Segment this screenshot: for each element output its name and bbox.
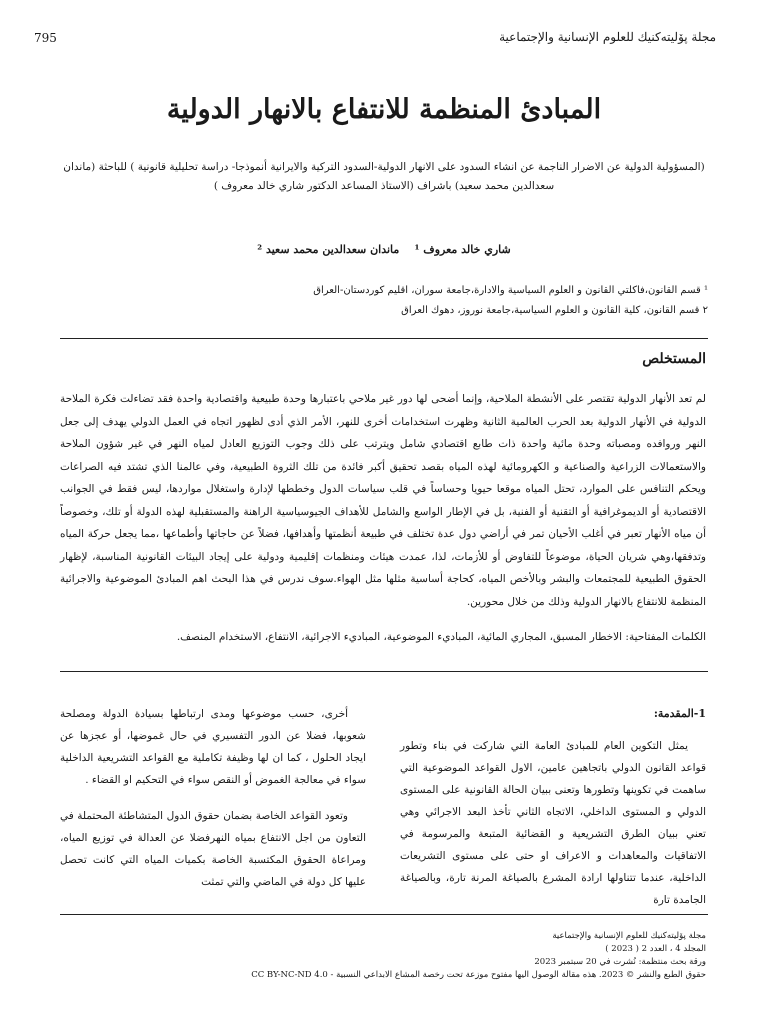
intro-paragraph: يمثل التكوين العام للمبادئ العامة التي شاركت في بناء وتطور قواعد القانون الدولي باتجاهين عامين، الاول القواعد الموضوعية التي ساهمت في تكوينها وتطورها وتعنى ببيان الحالة القانونية على المستوى الدولي و المستوى الداخلي، الاتجاه الثاني تأخذ البعد الاجرائي وهي تعني ببيان الطرق التشريعية و القضائية المتبعة والمرسومة في الاتفاقيات والمعاهدات و الاعراف او حتى على مستوى التشريعات الداخلية، عندما تتناولها ارادة المشرع بالصياغة المرنة تارة، وبالصياغة الجامدة تارة: [400, 740, 706, 906]
footer: [46, 930, 706, 982]
affiliations: [68, 281, 708, 321]
divider-top: [60, 338, 708, 339]
paper-subtitle: (المسؤولية الدولية عن الاضرار الناجمة عن انشاء السدود على الانهار الدولية-السدود التركية والايرانية أنموذجا- دراسة تحليلية قانونية ) للباحثة (ماندان سعدالدين محمد سعيد) باشراف (الاستاذ المساعد الدكتور شاري خالد معروف ): [63, 161, 705, 192]
abstract-heading: المستخلص: [642, 351, 706, 367]
divider-bottom: [60, 914, 708, 915]
intro-paragraph: أخرى، حسب موضوعها ومدى ارتباطها بسيادة الدولة ومصلحة شعوبها، فضلا عن الدور التفسيري في حال غموضها، أو عجزها عن ايجاد الحلول ، كما ان لها وظيفة تكاملية مع القواعد التشريعية الداخلية سواء في معالجة الغموض أو النقص سواء في التحكيم او القضاء .: [60, 708, 366, 786]
affiliation-2: ٢ قسم القانون، كلية القانون و العلوم السياسية،جامعة نوروز، دهوك العراق: [401, 305, 708, 316]
page-number: 795: [34, 31, 57, 45]
intro-column-right: [400, 703, 706, 925]
author-line: [0, 243, 768, 256]
footer-volume: المجلد 4 ، العدد 2 ( 2023 ): [605, 944, 706, 954]
abstract-text: لم تعد الأنهار الدولية تقتصر على الأنشطة الملاحية، وإنما أضحى لها دور غير ملاحي باعتبارها وحدة طبيعية واقتصادية واحدة فقد تضاءلت فكرة الملاحة الدولية في الأنهار الدولية بعد الحرب العالمية الثانية وظهرت استخدامات أخرى للنهر، الأمر الذي أدى لظهور اتجاه في العمل الدولي يهدف إلى جعل النهر وروافده ومصباته وحدة مائية واحدة ذات طابع اقتصادي شامل ويترتب على ذلك وجوب التوزيع العادل لمياه النهر في غير شؤون الملاحة والاستعمالات الزراعية والصناعية و الكهرومائية لهذه المياه بقصد تحقيق أكبر فائدة من تلك الثروة الطبيعية، وفي عالمنا الذي تشتد فيه الصراعات ويحكم التنافس على الموارد، تحتل المياه موقعا حيويا وحساساً في قلب سياسات الدول وخططها لإدارة واستغلال مواردها، ليس فقط في الجوانب الاقتصادية أو الديموغرافية أو التقنية أو الفنية، بل في الإطار الواسع والشامل للأهداف الجيوسياسية الراهنة والمستقبلية لهذه الدولة أو تلك، وخصوصاً أن مياه الأنهار تعبر في أغلب الأحيان تمر في أراضي دول عدة تختلف في طبيعة أنظمتها وأهدافها، فضلاً عن حاجاتها وأطماعها ،مما يجعل حركة المياه وتدفقها،وهي شريان الحياة، موضوعاً للتفاوض أو للأزمات، لذا، عمدت هيئات ومنظمات إقليمية ودولية على إيجاد البيئات القانونية المناسبة، لإظهار الحقوق الطبيعية للمجتمعات والبشر وبالأخص المياه، كحاجة أساسية مثلها مثل الهواء.سوف ندرس في هذا البحث اهم المبادئ الموضوعية والاجرائية المنظمة للانتفاع بالانهار الدولية وذلك من خلال محورين.: [60, 393, 706, 608]
author-1: شاري خالد معروف ¹: [414, 243, 511, 256]
intro-heading: 1-المقدمة:: [653, 707, 706, 720]
journal-header: مجلة پۆلیتەکنیك للعلوم الإنسانية والإجتماعية: [499, 30, 716, 44]
paper-title: المبادئ المنظمة للانتفاع بالانهار الدولية: [166, 94, 602, 125]
footer-published: ورقة بحث منتظمة: نُشرت في 20 سبتمبر 2023: [534, 957, 706, 967]
intro-column-left: [60, 703, 366, 907]
author-2: ماندان سعدالدين محمد سعيد ²: [257, 243, 400, 256]
intro-paragraph: وتعود القواعد الخاصة بضمان حقوق الدول المتشاطئة المحتملة في التعاون من اجل الانتفاع بمياه النهرفضلا عن العدالة في توزيع المياه، ومراعاة الحقوق المكتسبة الخاصة بكميات المياه التي كانت تحصل عليها كل دولة في الماضي والتي تمثت: [60, 810, 366, 888]
footer-license: حقوق الطبع والنشر © 2023. هذه مقالة الوصول اليها مفتوح موزعة تحت رخصة المشاع الابداعي النسبية - CC BY-NC-ND 4.0: [251, 970, 706, 980]
keywords: الكلمات المفتاحية: الاخطار المسبق، المجاري المائية، المباديء الموضوعية، المباديء الاجرائية، الانتفاع، الاستخدام المنصف.: [176, 631, 706, 643]
affiliation-1: ¹ قسم القانون،فاكلتي القانون و العلوم السياسية والادارة،جامعة سوران، اقليم كوردستان-العراق: [313, 285, 708, 296]
divider-middle: [60, 671, 708, 672]
footer-journal: مجلة پۆلیتەکنیك للعلوم الإنسانية والإجتماعية: [552, 931, 706, 941]
